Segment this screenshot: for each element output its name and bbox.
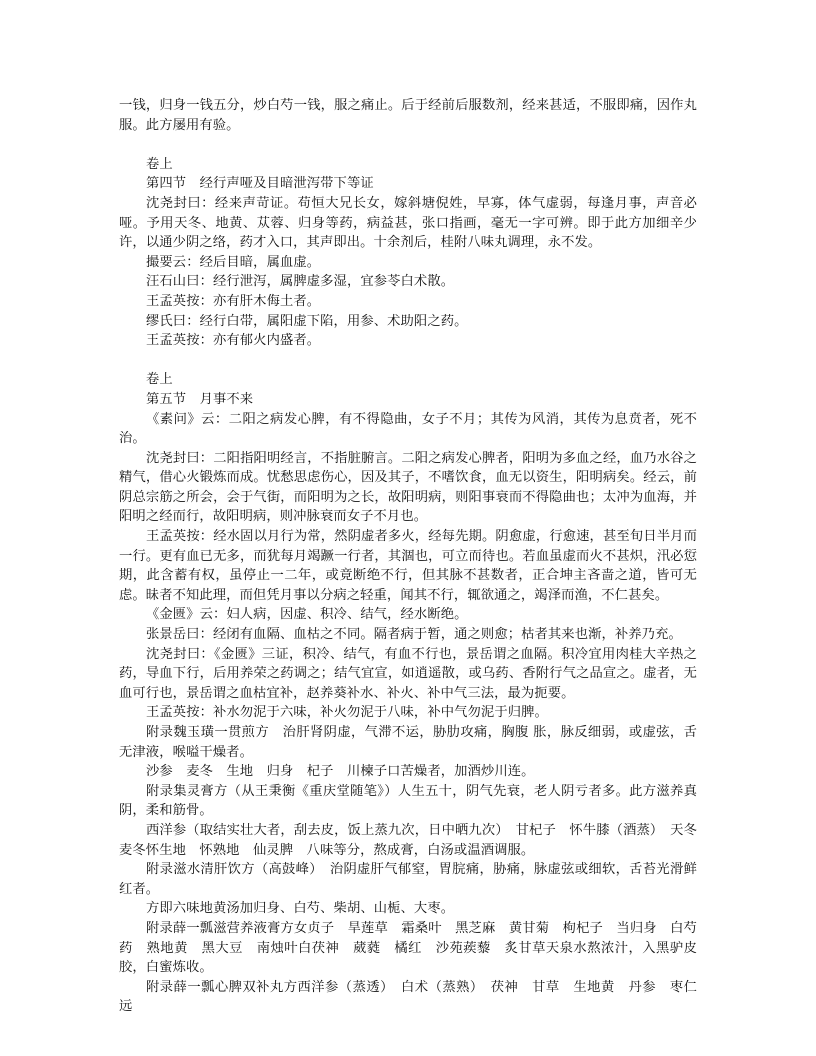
section-gap [119, 135, 697, 155]
paragraph: 沈尧封曰：经来声苛证。苟恒大兄长女，嫁斜塘倪姓，早寡，体气虚弱，每逢月事，声音必哑。予用天冬、地黄、苁蓉、归身等药，病益甚，张口指画，毫无一字可辨。即于此方加细辛少许，以通少阴之络，药才入口，其声即出。十余剂后，桂附八味丸调理，永不发。 [119, 195, 697, 251]
paragraph: 王孟英按：补水勿泥于六味，补火勿泥于八味，补中气勿泥于归脾。 [146, 705, 548, 721]
paragraph: 张景岳曰：经闭有血隔、血枯之不同。隔者病于暂，通之则愈；枯者其来也渐，补养乃充。 [146, 627, 682, 643]
paragraph: 卷上 [146, 156, 173, 172]
paragraph: 方即六味地黄汤加归身、白芍、柴胡、山栀、大枣。 [146, 901, 455, 917]
paragraph: 沈尧封曰：《金匮》三证，积冷、结气，有血不行也，景岳谓之血隔。积冷宜用肉桂大辛热之药，导血下行，后用养荣之药调之；结气宜宣，如逍遥散，或乌药、香附行气之品宣之。虚者，无血可行也，景岳谓之血枯宜补，赵养葵补水、补火、补中气三法，最为扼要。 [119, 646, 697, 701]
section-gap [119, 351, 697, 371]
paragraph: 附录薛一瓢滋营养液膏方女贞子 旱莲草 霜桑叶 黑芝麻 黄甘菊 枸杞子 当归身 白芍药 熟地黄 黑大豆 南烛叶白茯神 葳蕤 橘红 沙苑蒺藜 炙甘草天泉水熬浓汁，入黑驴皮胶，白蜜炼收。 [119, 920, 697, 976]
paragraph: 西洋参（取结实壮大者，刮去皮，饭上蒸九次，日中晒九次） 甘杞子 怀牛膝（酒蒸） 天冬 麦冬怀生地 怀熟地 仙灵脾 八味等分，熬成膏，白汤或温酒调服。 [119, 822, 711, 858]
paragraph: 第五节 月事不来 [146, 391, 254, 407]
paragraph: 第四节 经行声哑及目暗泄泻带下等证 [146, 176, 374, 192]
paragraph: 附录魏玉璜一贯煎方 治肝肾阴虚，气滞不运，胁肋攻痛，胸腹 胀，脉反细弱，或虚弦，舌无津液，喉嗌干燥者。 [119, 725, 697, 760]
paragraph: 沙参 麦冬 生地 归身 杞子 川楝子口苦燥者，加酒炒川连。 [146, 764, 535, 780]
paragraph: 王孟英按：亦有肝木侮土者。 [146, 293, 321, 309]
document-body [119, 96, 711, 1017]
paragraph: 王孟英按：经水固以月行为常，然阴虚者多火，经每先期。阴愈虚，行愈速，甚至旬日半月而一行。更有血已无多，而犹每月竭蹶一行者，其涸也，可立而待也。若血虽虚而火不甚炽，汛必愆期，此含蓄有权，虽停止一二年，或竟断绝不行，但其脉不甚数者，正合坤主吝啬之道，皆可无虑。昧者不知此理，而但凭月事以分病之轻重，闻其不行，辄欲通之，竭泽而渔，不仁甚矣。 [119, 529, 697, 603]
paragraph: 汪石山曰：经行泄泻，属脾虚多湿，宜参苓白术散。 [146, 274, 455, 290]
paragraph: 撮要云：经后目暗，属血虚。 [146, 254, 321, 270]
paragraph: 附录集灵膏方（从王秉衡《重庆堂随笔》）人生五十，阴气先衰，老人阴亏者多。此方滋养真阴，柔和筋骨。 [119, 783, 697, 819]
paragraph: 卷上 [146, 372, 173, 388]
paragraph: 《素问》云：二阳之病发心脾，有不得隐曲，女子不月；其传为风消，其传为息贲者，死不治。 [119, 411, 697, 447]
paragraph: 缪氏曰：经行白带，属阳虚下陷，用参、术助阳之药。 [146, 313, 468, 329]
paragraph: 附录滋水清肝饮方（高鼓峰） 治阴虚肝气郁窒，胃脘痛，胁痛，脉虚弦或细软，舌苔光滑鲜红者。 [119, 862, 697, 897]
paragraph: 沈尧封曰：二阳指阳明经言，不指脏腑言。二阳之病发心脾者，阳明为多血之经，血乃水谷之精气，借心火锻炼而成。忧愁思虑伤心，因及其子，不嗜饮食，血无以资生，阳明病矣。经云，前阴总宗筋之所会，会于气街，而阳明为之长，故阳明病，则阳事衰而不得隐曲也；太冲为血海，并阳明之经而行，故阳明病，则冲脉衰而女子不月也。 [119, 450, 697, 525]
paragraph: 王孟英按：亦有郁火内盛者。 [146, 333, 321, 349]
paragraph: 附录薛一瓢心脾双补丸方西洋参（蒸透） 白术（蒸熟） 茯神 甘草 生地黄 丹参 枣仁 远 [119, 979, 711, 1015]
paragraph: 一钱，归身一钱五分，炒白芍一钱，服之痛止。后于经前后服数剂，经来甚适，不服即痛，因作丸服。此方屡用有验。 [119, 98, 697, 133]
paragraph: 《金匮》云：妇人病，因虚、积冷、结气，经水断绝。 [146, 607, 468, 623]
